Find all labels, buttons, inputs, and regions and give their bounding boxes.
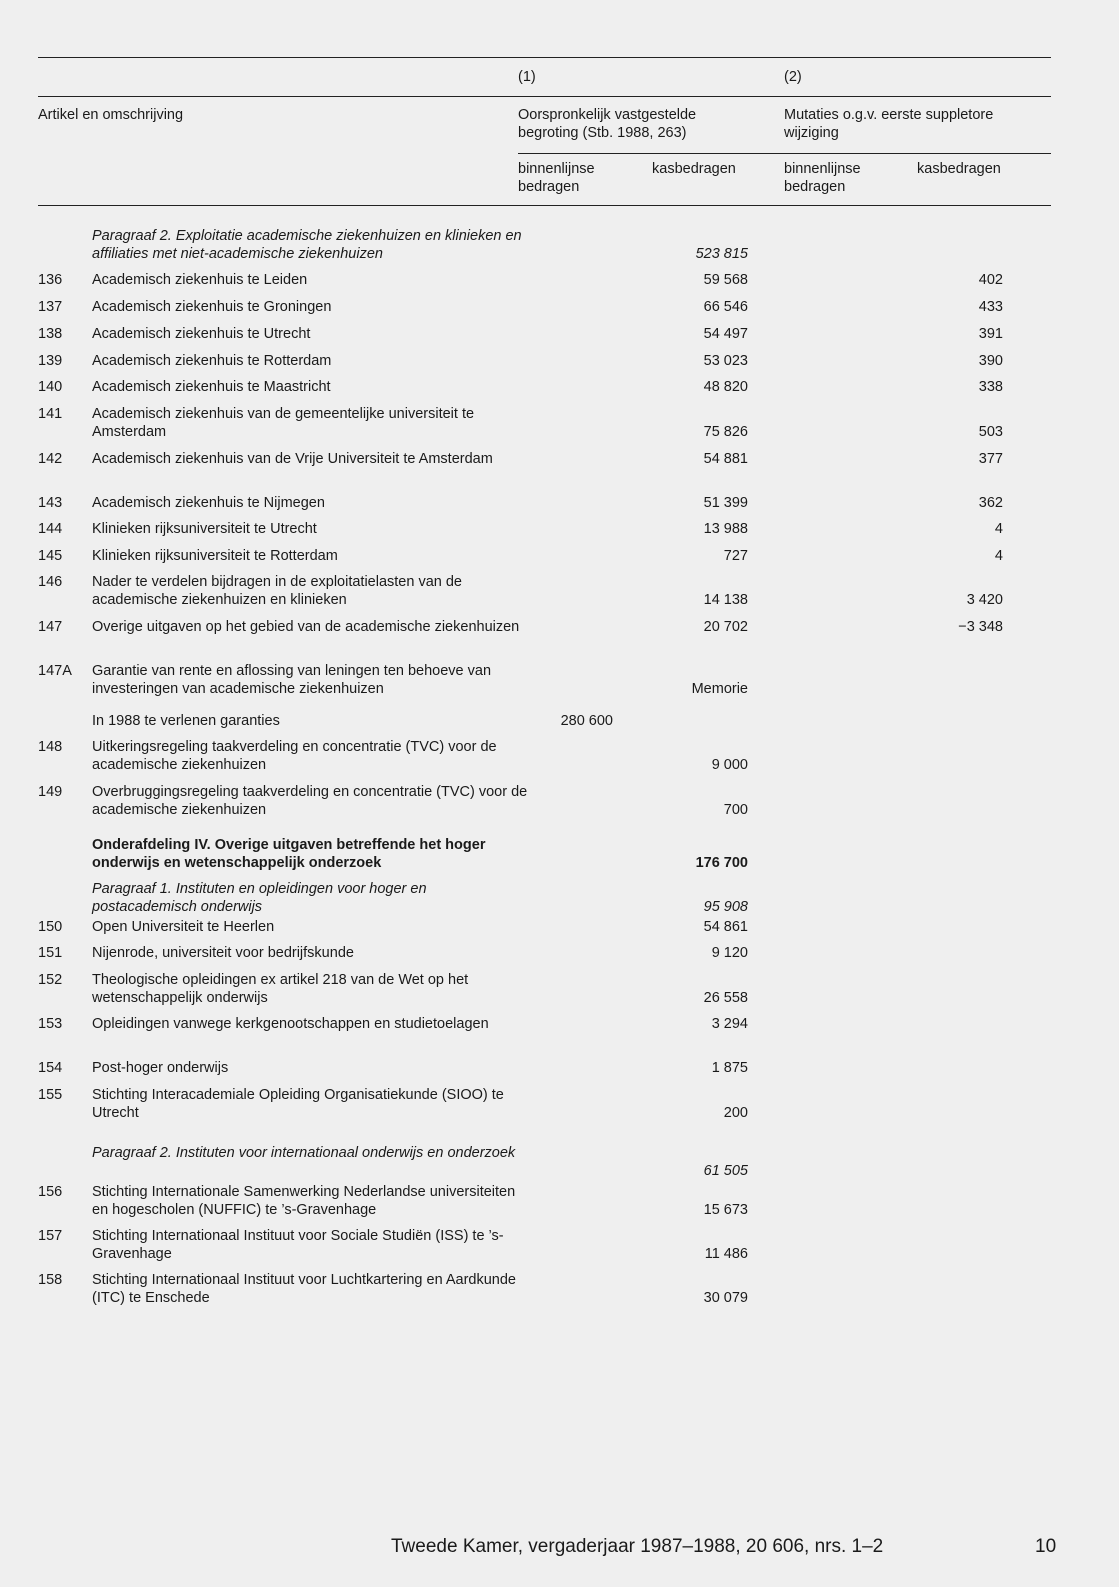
article-description: Academisch ziekenhuis te Maastricht — [92, 379, 331, 395]
amount-c2: Memorie — [691, 681, 748, 697]
article-description: Onderafdeling IV. Overige uitgaven betreffende het hoger onderwijs en wetenschappelijk onderzoek — [92, 837, 486, 871]
article-description: Academisch ziekenhuis te Rotterdam — [92, 353, 332, 369]
header-rule-top — [38, 57, 1051, 58]
article-description: Academisch ziekenhuis te Leiden — [92, 272, 308, 288]
article-description: Stichting Interacademiale Opleiding Organisatiekunde (SIOO) te Utrecht — [92, 1087, 504, 1121]
footer-title: Tweede Kamer, vergaderjaar 1987–1988, 20 606, nrs. 1–2 — [391, 1536, 884, 1557]
article-description: Paragraaf 2. Instituten voor internationaal onderwijs en onderzoek — [92, 1145, 516, 1161]
article-description: In 1988 te verlenen garanties — [92, 713, 280, 729]
amount-c2: 53 023 — [703, 353, 748, 369]
article-description: Opleidingen vanwege kerkgenootschappen en studietoelagen — [92, 1016, 489, 1032]
amount-c2: 176 700 — [695, 855, 748, 871]
article-number: 142 — [38, 451, 63, 467]
article-number: 148 — [38, 739, 63, 755]
amount-c2: 523 815 — [695, 246, 748, 262]
article-number: 158 — [38, 1272, 63, 1288]
article-number: 151 — [38, 945, 63, 961]
amount-c4: 4 — [994, 548, 1003, 564]
amount-c2: 59 568 — [703, 272, 748, 288]
amount-c2: 11 486 — [704, 1246, 748, 1262]
amount-c2: 54 497 — [703, 326, 748, 342]
amount-c4: 402 — [978, 272, 1003, 288]
article-description: Klinieken rijksuniversiteit te Rotterdam — [92, 548, 338, 564]
amount-c2: 66 546 — [703, 299, 748, 315]
amount-c4: 377 — [978, 451, 1003, 467]
amount-c2: 9 000 — [711, 757, 748, 773]
amount-c2: 13 988 — [703, 521, 748, 537]
article-number: 143 — [38, 495, 63, 511]
article-number: 139 — [38, 353, 63, 369]
amount-c2: 15 673 — [703, 1202, 748, 1218]
article-description: Stichting Internationale Samenwerking Nederlandse universiteiten en hogescholen (NUFFIC) te ’s-Gravenhage — [92, 1184, 516, 1218]
amount-c2: 9 120 — [711, 945, 748, 961]
article-description: Paragraaf 1. Instituten en opleidingen voor hoger en postacademisch onderwijs — [92, 881, 427, 915]
amount-c4: 503 — [978, 424, 1003, 440]
article-number: 154 — [38, 1060, 63, 1076]
amount-c2: 20 702 — [703, 619, 748, 635]
article-number: 141 — [38, 406, 63, 422]
header-rule-sub — [518, 153, 1051, 154]
amount-c2: 95 908 — [703, 899, 748, 915]
article-description: Open Universiteit te Heerlen — [92, 919, 275, 935]
col1-kas-header: kasbedragen — [652, 161, 736, 177]
article-number: 155 — [38, 1087, 63, 1103]
amount-c2: 1 875 — [711, 1060, 748, 1076]
article-description: Academisch ziekenhuis van de gemeentelijke universiteit te Amsterdam — [92, 406, 475, 440]
article-description: Overige uitgaven op het gebied van de academische ziekenhuizen — [92, 619, 520, 635]
amount-c4: 391 — [978, 326, 1003, 342]
article-description: Theologische opleidingen ex artikel 218 van de Wet op het wetenschappelijk onderwijs — [92, 972, 469, 1006]
header-rule-bottom — [38, 205, 1051, 206]
artikel-header: Artikel en omschrijving — [38, 107, 184, 123]
article-number: 149 — [38, 784, 63, 800]
article-number: 140 — [38, 379, 63, 395]
amount-c2: 727 — [723, 548, 748, 564]
amount-c2: 61 505 — [703, 1163, 748, 1179]
column-1-number: (1) — [518, 69, 536, 85]
amount-c4: 433 — [978, 299, 1003, 315]
article-number: 147 — [38, 619, 63, 635]
article-number: 146 — [38, 574, 63, 590]
article-description: Academisch ziekenhuis te Nijmegen — [92, 495, 325, 511]
article-description: Academisch ziekenhuis te Utrecht — [92, 326, 311, 342]
article-number: 156 — [38, 1184, 63, 1200]
amount-c2: 200 — [723, 1105, 748, 1121]
article-description: Paragraaf 2. Exploitatie academische ziekenhuizen en klinieken en affiliaties met niet-academische ziekenhuizen — [92, 228, 522, 262]
article-description: Nader te verdelen bijdragen in de exploitatielasten van de academische ziekenhuizen en klinieken — [92, 574, 462, 608]
amount-c4: 390 — [978, 353, 1003, 369]
amount-c4: 362 — [978, 495, 1003, 511]
article-description: Garantie van rente en aflossing van leningen ten behoeve van investeringen van academische ziekenhuizen — [92, 663, 492, 697]
page-number: 10 — [1035, 1536, 1057, 1557]
article-description: Stichting Internationaal Instituut voor Luchtkartering en Aardkunde (ITC) te Enschede — [92, 1272, 516, 1306]
article-number: 150 — [38, 919, 63, 935]
amount-c2: 30 079 — [703, 1290, 748, 1306]
amount-c2: 54 861 — [703, 919, 748, 935]
amount-c2: 75 826 — [703, 424, 748, 440]
column-1-title: Oorspronkelijk vastgestelde begroting (Stb. 1988, 263) — [518, 107, 697, 141]
article-description: Overbruggingsregeling taakverdeling en concentratie (TVC) voor de academische ziekenhuizen — [92, 784, 528, 818]
amount-c2: 3 294 — [711, 1016, 748, 1032]
amount-c4: 338 — [978, 379, 1003, 395]
amount-c2: 14 138 — [703, 592, 748, 608]
article-description: Nijenrode, universiteit voor bedrijfskunde — [92, 945, 354, 961]
header-rule-2 — [38, 96, 1051, 97]
article-description: Academisch ziekenhuis te Groningen — [92, 299, 332, 315]
article-description: Uitkeringsregeling taakverdeling en concentratie (TVC) voor de academische ziekenhuizen — [92, 739, 497, 773]
article-description: Post-hoger onderwijs — [92, 1060, 229, 1076]
col1-binnen-header: binnenlijnse bedragen — [518, 161, 595, 195]
article-number: 153 — [38, 1016, 63, 1032]
article-number: 144 — [38, 521, 63, 537]
article-number: 137 — [38, 299, 63, 315]
article-description: Stichting Internationaal Instituut voor Sociale Studiën (ISS) te ’s-Gravenhage — [92, 1228, 504, 1262]
column-2-number: (2) — [784, 69, 802, 85]
amount-c2: 48 820 — [703, 379, 748, 395]
amount-c4: 4 — [994, 521, 1003, 537]
article-number: 147A — [38, 663, 72, 679]
article-number: 136 — [38, 272, 63, 288]
amount-c2: 54 881 — [703, 451, 748, 467]
article-number: 157 — [38, 1228, 63, 1244]
article-number: 138 — [38, 326, 63, 342]
amount-c2: 26 558 — [703, 990, 748, 1006]
column-2-title: Mutaties o.g.v. eerste suppletore wijziging — [784, 107, 994, 141]
amount-c1: 280 600 — [560, 713, 613, 729]
col2-kas-header: kasbedragen — [917, 161, 1001, 177]
amount-c2: 700 — [723, 802, 748, 818]
article-number: 152 — [38, 972, 63, 988]
amount-c2: 51 399 — [703, 495, 748, 511]
amount-c4: 3 420 — [966, 592, 1003, 608]
col2-binnen-header: binnenlijnse bedragen — [784, 161, 861, 195]
article-description: Klinieken rijksuniversiteit te Utrecht — [92, 521, 317, 537]
amount-c4: −3 348 — [958, 619, 1003, 635]
article-number: 145 — [38, 548, 63, 564]
article-description: Academisch ziekenhuis van de Vrije Universiteit te Amsterdam — [92, 451, 493, 467]
